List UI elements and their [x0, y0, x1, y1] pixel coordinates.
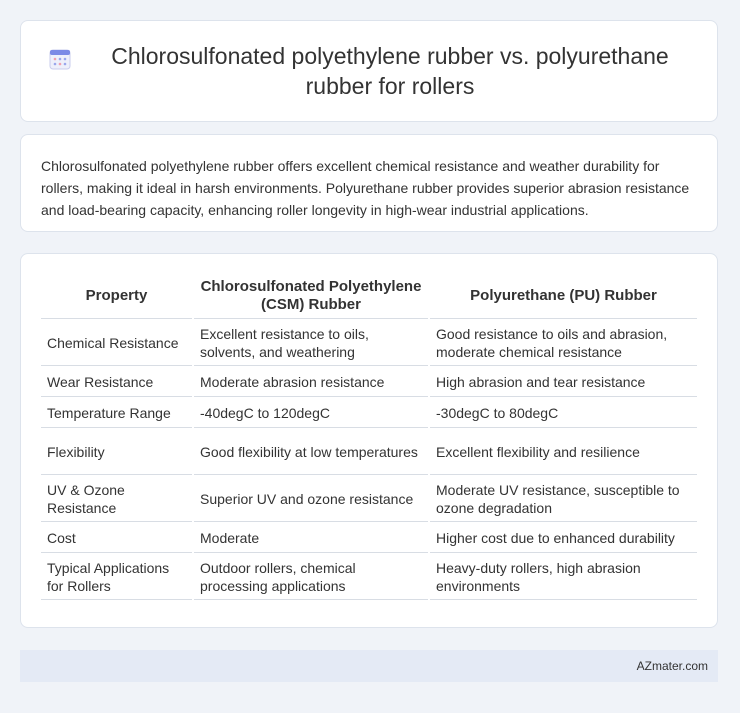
summary-text: Chlorosulfonated polyethylene rubber offers excellent chemical resistance and weather durability for rollers, making it ideal in harsh environments. Polyurethane rubber provides superior abrasion resistance and load-bearing capacity, enhancing roller longevity in high-wear industrial applications.	[41, 158, 690, 218]
title-card	[20, 20, 718, 122]
table-row	[41, 430, 697, 475]
row-property: Chemical Resistance	[41, 321, 192, 366]
row-pu: -30degC to 80degC	[430, 399, 697, 428]
row-csm: Moderate	[194, 524, 428, 553]
table-row	[41, 524, 697, 553]
comparison-table	[39, 272, 699, 602]
row-property: UV & Ozone Resistance	[41, 477, 192, 522]
row-csm: Superior UV and ozone resistance	[194, 477, 428, 522]
header-property: Property	[41, 274, 192, 319]
title-wrap	[39, 41, 699, 101]
row-property: Temperature Range	[41, 399, 192, 428]
footer-bar	[20, 650, 718, 682]
row-csm: Outdoor rollers, chemical processing applications	[194, 555, 428, 600]
summary-card	[20, 134, 718, 232]
footer-site: AZmater.com	[636, 659, 708, 673]
page-title: Chlorosulfonated polyethylene rubber vs. polyurethane rubber for rollers	[111, 43, 669, 99]
row-property: Wear Resistance	[41, 368, 192, 397]
row-property: Cost	[41, 524, 192, 553]
table-row	[41, 368, 697, 397]
row-pu: Moderate UV resistance, susceptible to ozone degradation	[430, 477, 697, 522]
row-csm: -40degC to 120degC	[194, 399, 428, 428]
row-csm: Moderate abrasion resistance	[194, 368, 428, 397]
row-csm: Excellent resistance to oils, solvents, and weathering	[194, 321, 428, 366]
row-csm: Good flexibility at low temperatures	[194, 430, 428, 475]
table-header-row	[41, 274, 697, 319]
header-csm: Chlorosulfonated Polyethylene (CSM) Rubber	[194, 274, 428, 319]
comparison-card	[20, 253, 718, 628]
table-row	[41, 477, 697, 522]
table-row	[41, 321, 697, 366]
row-pu: Good resistance to oils and abrasion, moderate chemical resistance	[430, 321, 697, 366]
row-property: Typical Applications for Rollers	[41, 555, 192, 600]
row-pu: Heavy-duty rollers, high abrasion environments	[430, 555, 697, 600]
table-row	[41, 399, 697, 428]
table-row	[41, 555, 697, 600]
row-property: Flexibility	[41, 430, 192, 475]
calendar-icon	[48, 47, 72, 71]
header-pu: Polyurethane (PU) Rubber	[430, 274, 697, 319]
row-pu: Excellent flexibility and resilience	[430, 430, 697, 475]
row-pu: Higher cost due to enhanced durability	[430, 524, 697, 553]
row-pu: High abrasion and tear resistance	[430, 368, 697, 397]
